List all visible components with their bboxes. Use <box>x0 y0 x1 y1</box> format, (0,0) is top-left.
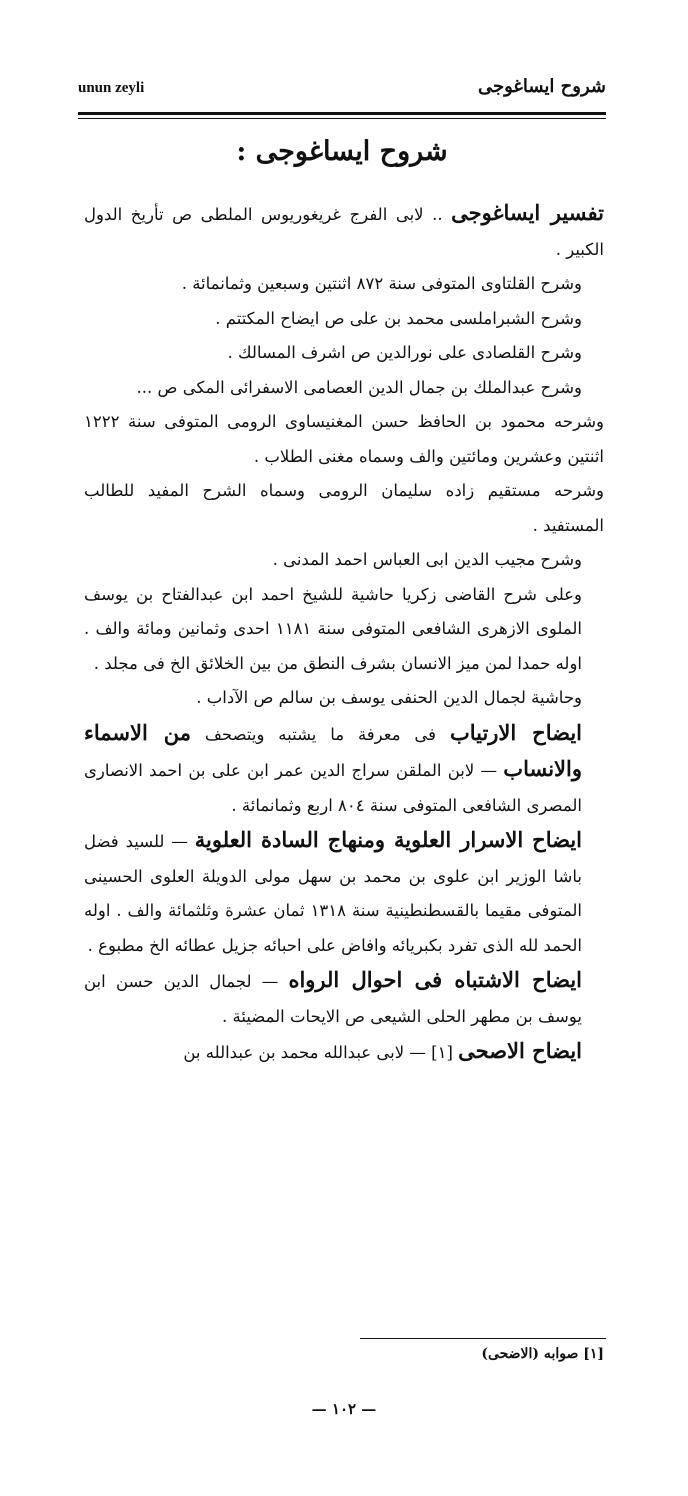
paragraph-9: وعلى شرح القاضى زكريا حاشية للشيخ احمد ابن عبدالفتاح بن يوسف الملوى الازهرى الشافعى المتوفى سنة ١١٨١ احدى وثمانين ومائة والف . اوله حمدا لمن ميز الانسان بشرف النطق من بين الخلائق الخ فى مجلد . <box>84 584 582 673</box>
paragraph-1: تفسير ايساغوجى .. لابى الفرج غريغوريوس الملطى ص تأريخ الدول الكبير . <box>84 200 604 259</box>
entry-title: ايضاح الاسرار العلوية ومنهاج السادة العلوية <box>194 827 583 852</box>
entry-title: ايضاح الاشتباه فى احوال الرواه <box>288 967 582 992</box>
paragraph-5: وشرح عبدالملك بن جمال الدين العصامى الاسفرائى المكى ص ... <box>136 377 582 397</box>
paragraph-3: وشرح الشبراملسى محمد بن على ص ايضاح المكتتم . <box>215 308 582 328</box>
entry-title: ايضاح الاصحى <box>458 1038 582 1063</box>
entry-title: تفسير ايساغوجى <box>451 200 604 225</box>
header-right-title: شروح ايساغوجى <box>478 76 606 97</box>
paragraph-7: وشرحه مستقيم زاده سليمان الرومى وسماه الشرح المفيد للطالب المستفيد . <box>84 481 604 535</box>
section-title: شروح ايساغوجى : <box>236 136 448 167</box>
paragraph-10: وحاشية لجمال الدين الحنفى يوسف بن سالم ص الآداب . <box>196 688 582 707</box>
entry-title: من الاسماء والانساب <box>84 719 582 781</box>
paragraph-13: ايضاح الاشتباه فى احوال الرواه — لجمال الدين حسن ابن يوسف بن مطهر الحلى الشيعى ص الايحات المضيئة . <box>84 967 582 1026</box>
paragraph-6: وشرحه محمود بن الحافظ حسن المغنيساوى الرومى المتوفى سنة ١٢٢٢ اثنتين وعشرين ومائتين والف وسماه مغنى الطلاب . <box>84 412 604 466</box>
paragraph-2: وشرح القلتاوى المتوفى سنة ٨٧٢ اثنتين وسبعين وثمانمائة . <box>181 274 582 293</box>
body-text <box>84 196 604 1071</box>
entry-title: ايضاح الارتياب <box>449 719 582 745</box>
paragraph-11: ايضاح الارتياب فى معرفة ما يشتبه ويتصحف من الاسماء والانساب — لابن الملقن سراج الدين عمر ابن على بن احمد الانصارى المصرى الشافعى المتوفى سنة ٨٠٤ اربع وثمانمائة . <box>84 719 582 815</box>
paragraph-14: ايضاح الاصحى [١] — لابى عبدالله محمد بن عبدالله بن <box>183 1038 582 1063</box>
header-rule-thin <box>78 118 606 119</box>
paragraph-8: وشرح مجيب الدين ابى العباس احمد المدنى . <box>272 550 582 569</box>
header-left-text: unun zeyli <box>78 80 145 96</box>
paragraph-12: ايضاح الاسرار العلوية ومنهاج السادة العلوية — للسيد فضل باشا الوزير ابن علوى بن محمد بن سهل مولى الدويلة العلوى الحسينى المتوفى مقيما بالقسطنطينية سنة ١٣١٨ ثمان عشرة وثلثمائة والف . اوله الحمد لله الذى تفرد بكبريائه وافاض على احبائه جزيل عطائه الخ مطبوع . <box>84 827 583 955</box>
footnote: [١] صوابه (الاضحى) <box>481 1346 604 1362</box>
footnote-rule <box>360 1338 606 1339</box>
header-rule-thick <box>78 112 606 115</box>
page-number: — ١٠٢ — <box>311 1400 377 1418</box>
running-header <box>78 76 606 106</box>
paragraph-4: وشرح القلصادى على نورالدين ص اشرف المسالك . <box>227 343 582 362</box>
